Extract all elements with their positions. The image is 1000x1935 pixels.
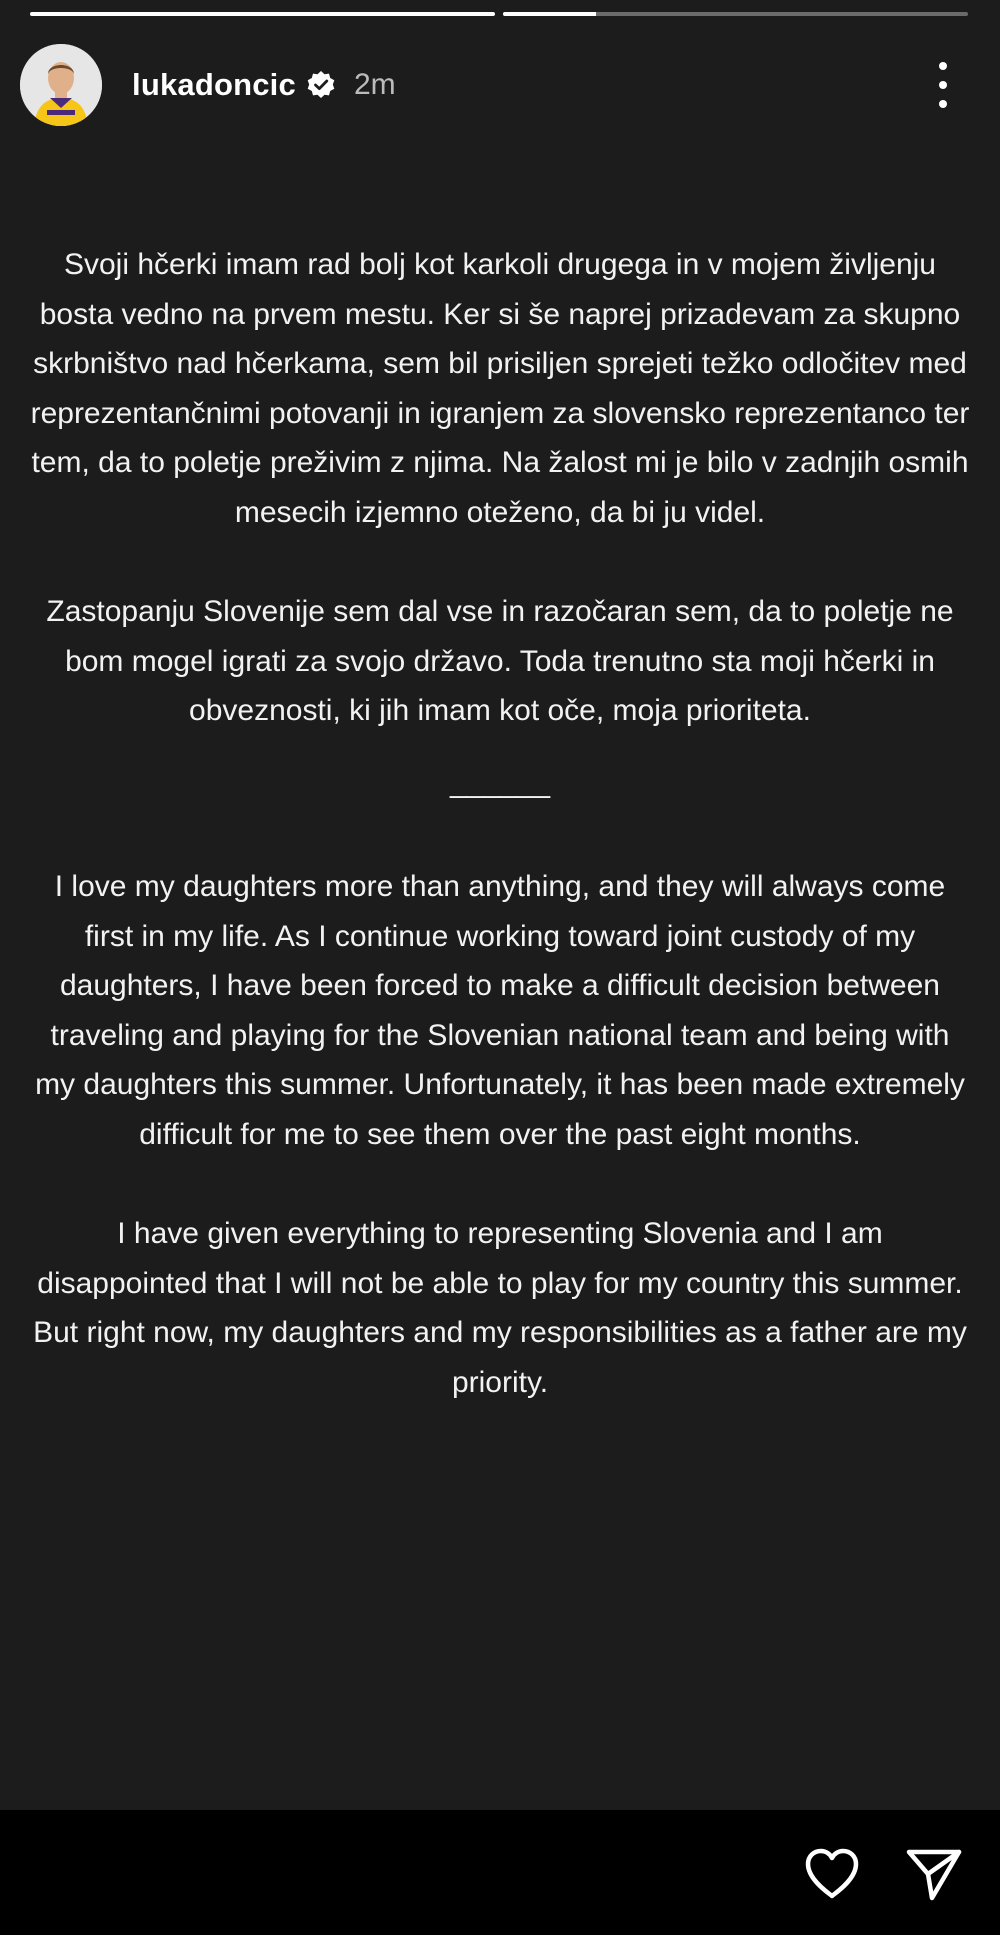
story-progress-bar-1	[30, 12, 495, 16]
paragraph-english-2: I have given everything to representing Slovenia and I am disappointed that I will not be able to play for my country this summer. But right now, my daughters and my responsibilities as a father are my priority.	[33, 1217, 967, 1399]
story-progress-bar-2	[503, 12, 968, 16]
username[interactable]: lukadoncic	[132, 67, 296, 102]
paragraph-slovenian-1: Svoji hčerki imam rad bolj kot karkoli drugega in v mojem življenju bosta vedno na prvem mestu. Ker si še naprej prizadevam za skupno skrbništvo nad hčerkama, sem bil prisiljen sprejeti težko odločitev med reprezentančnimi potovanji in igranjem za slovensko reprezentanco ter tem, da to poletje preživim z njima. Na žalost mi je bilo v zadnjih osmih mesecih izjemno oteženo, da bi ju videl.	[30, 248, 970, 529]
paragraph-slovenian-2: Zastopanju Slovenije sem dal vse in razočaran sem, da to poletje ne bom mogel igrati za svojo državo. Toda trenutno sta moji hčerki in obveznosti, ki jih imam kot oče, moja prioriteta.	[46, 595, 954, 727]
avatar-image	[20, 44, 102, 126]
divider: ______	[449, 765, 551, 799]
story-progress-fill-1	[30, 12, 495, 16]
story-header	[20, 40, 980, 130]
verified-badge-icon	[306, 70, 336, 100]
send-icon[interactable]	[902, 1842, 966, 1906]
more-options-icon[interactable]	[928, 62, 958, 108]
story-text	[30, 240, 970, 1407]
post-time: 2m	[353, 68, 396, 101]
avatar[interactable]	[20, 44, 102, 126]
paragraph-english-1: I love my daughters more than anything, and they will always come first in my life. As I continue working toward joint custody of my daughters, I have been forced to make a difficult decision between traveling and playing for the Slovenian national team and being with my daughters this summer. Unfortunately, it has been made extremely difficult for me to see them over the past eight months.	[35, 870, 965, 1151]
story-progress-fill-2	[503, 12, 596, 16]
story-footer	[0, 1810, 1000, 1935]
heart-icon[interactable]	[800, 1842, 864, 1906]
